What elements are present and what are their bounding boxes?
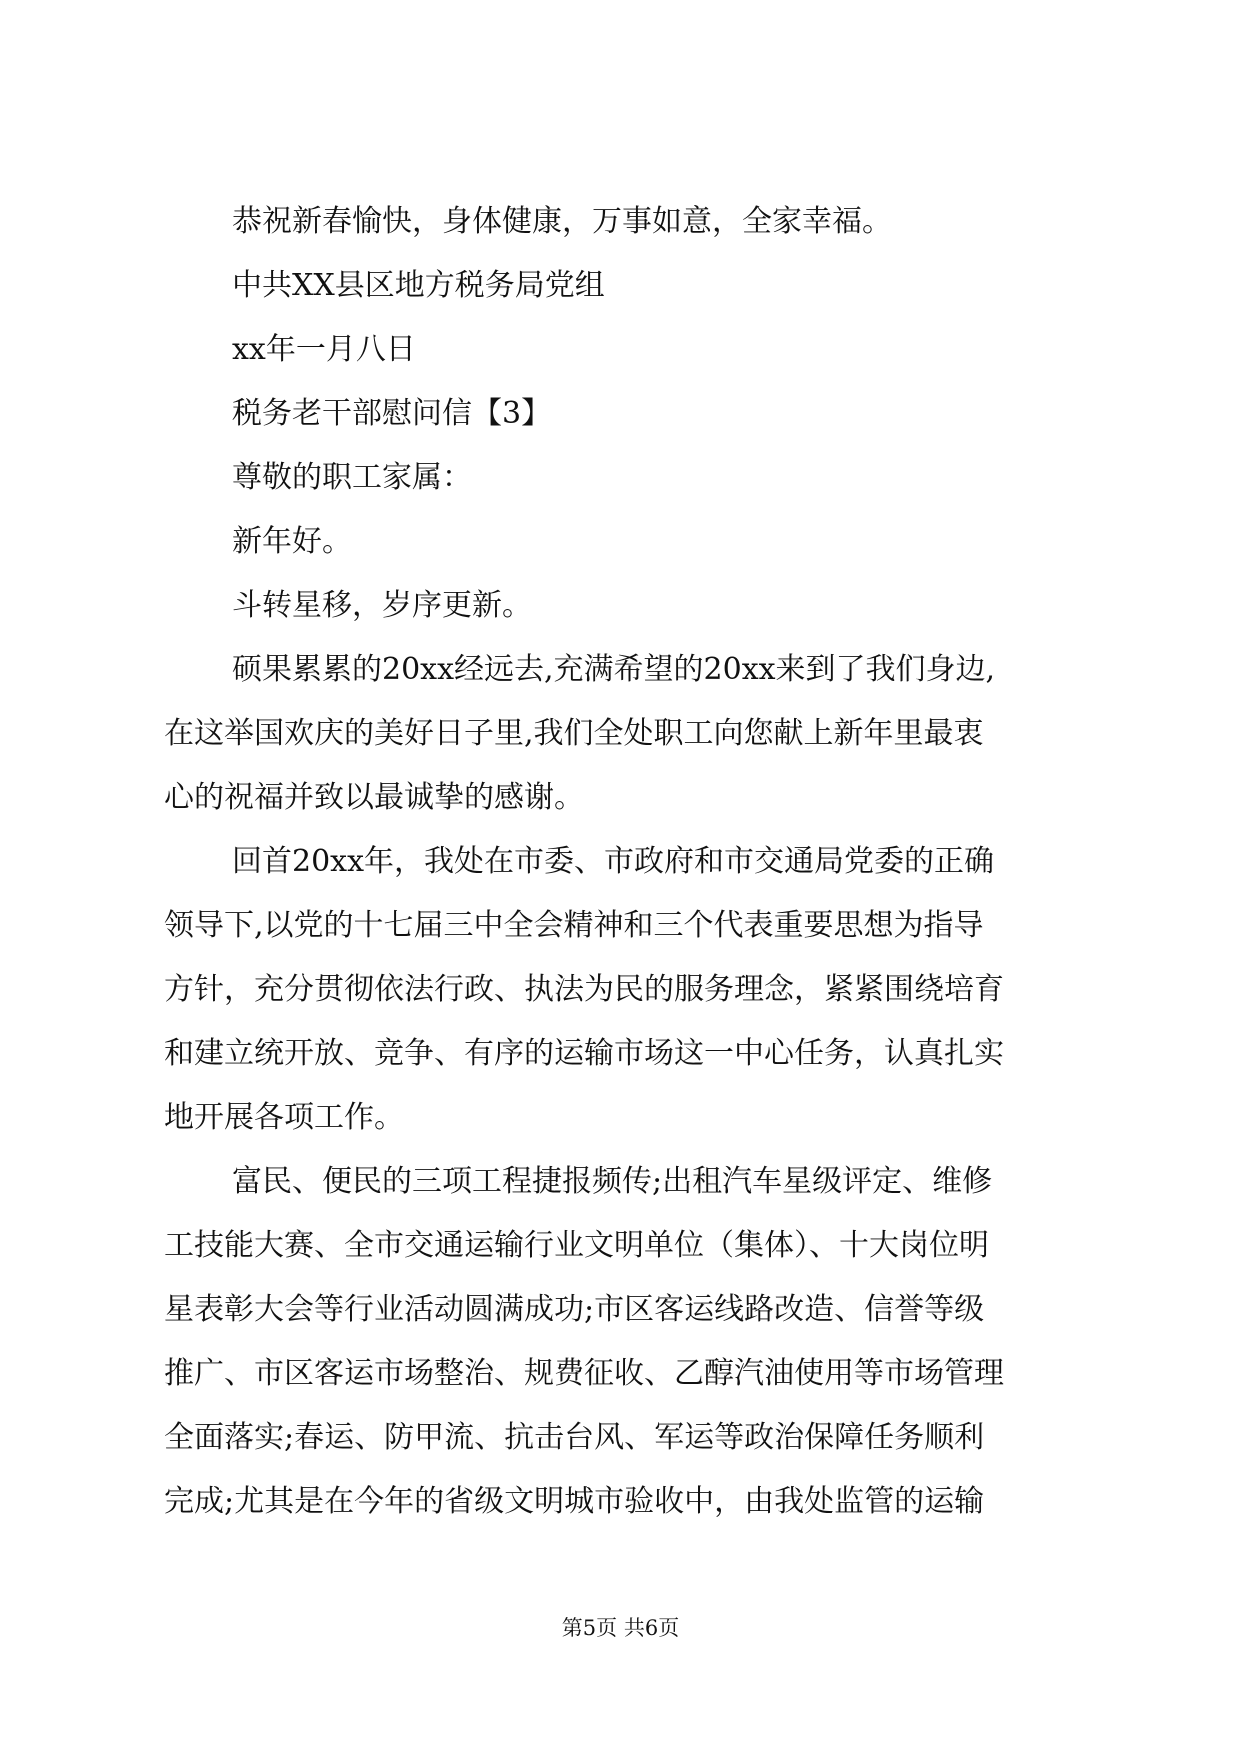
paragraph-line: 工技能大赛、全市交通运输行业文明单位（集体）、十大岗位明 bbox=[164, 1228, 989, 1263]
new-year-line: 新年好。 bbox=[232, 524, 352, 559]
signature-org: 中共XX县区地方税务局党组 bbox=[232, 268, 605, 303]
page-footer bbox=[0, 1612, 1241, 1642]
paragraph-line: 回首20xx年，我处在市委、市政府和市交通局党委的正确 bbox=[232, 844, 995, 879]
salutation: 尊敬的职工家属： bbox=[232, 460, 472, 495]
paragraph-line: 地开展各项工作。 bbox=[164, 1100, 404, 1135]
letter-title: 税务老干部慰问信【3】 bbox=[232, 396, 552, 431]
paragraph-line: 和建立统开放、竞争、有序的运输市场这一中心任务，认真扎实 bbox=[164, 1036, 1004, 1071]
paragraph-line: 硕果累累的20xx经远去,充满希望的20xx来到了我们身边, bbox=[232, 652, 996, 687]
paragraph-line: 在这举国欢庆的美好日子里,我们全处职工向您献上新年里最衷 bbox=[164, 716, 984, 751]
paragraph-line: 心的祝福并致以最诚挚的感谢。 bbox=[164, 780, 584, 815]
paragraph-line: 富民、便民的三项工程捷报频传;出租汽车星级评定、维修 bbox=[232, 1164, 993, 1199]
document-body bbox=[164, 190, 1084, 1534]
page-number: 第5页 共6页 bbox=[561, 1616, 680, 1640]
paragraph-3 bbox=[164, 1150, 1084, 1534]
signature-date: xx年一月八日 bbox=[232, 332, 416, 367]
paragraph-line: 推广、市区客运市场整治、规费征收、乙醇汽油使用等市场管理 bbox=[164, 1356, 1004, 1391]
paragraph-line: 领导下,以党的十七届三中全会精神和三个代表重要思想为指导 bbox=[164, 908, 984, 943]
paragraph-line: 星表彰大会等行业活动圆满成功;市区客运线路改造、信誉等级 bbox=[164, 1292, 985, 1327]
paragraph-2 bbox=[164, 830, 1084, 1150]
greeting-line: 恭祝新春愉快，身体健康，万事如意，全家幸福。 bbox=[232, 204, 892, 239]
paragraph-line: 方针，充分贯彻依法行政、执法为民的服务理念，紧紧围绕培育 bbox=[164, 972, 1004, 1007]
paragraph-1 bbox=[164, 638, 1084, 830]
opening-line: 斗转星移，岁序更新。 bbox=[232, 588, 532, 623]
paragraph-line: 完成;尤其是在今年的省级文明城市验收中，由我处监管的运输 bbox=[164, 1484, 985, 1519]
paragraph-line: 全面落实;春运、防甲流、抗击台风、军运等政治保障任务顺利 bbox=[164, 1420, 985, 1455]
